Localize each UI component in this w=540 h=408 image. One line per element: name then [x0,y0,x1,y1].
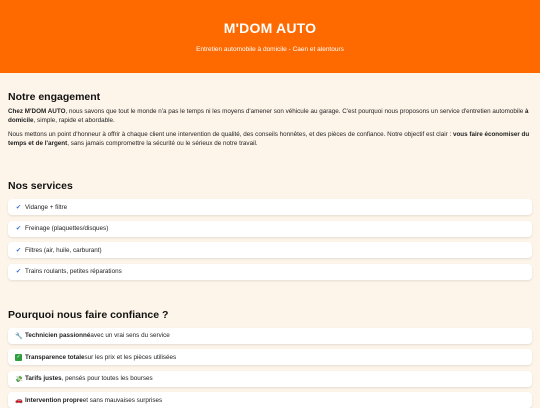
engagement-section [0,91,540,148]
wrench-icon: 🔧 [15,332,22,340]
trust-heading: Pourquoi nous faire confiance ? [8,309,532,321]
trust-item [8,328,532,344]
trust-item [8,392,532,408]
trust-emphasis: Intervention propre [25,397,83,404]
trust-emphasis: Transparence totale [25,354,85,361]
trust-emphasis: Technicien passionné [25,332,90,339]
service-item [8,221,532,237]
engagement-paragraph-1 [8,108,532,125]
site-tagline: Entretien automobile à domicile - Caen et alentours [0,46,540,53]
service-item [8,264,532,280]
engagement-text: , nous savons que tout le monde n'a pas le temps ni les moyens d'amener son véhicule au garage. C'est pourquoi nous proposons un service d'entretien automobile [65,108,525,115]
trust-section [0,309,540,408]
services-section [0,180,540,280]
site-header [0,0,540,73]
engagement-paragraph-2 [8,131,532,148]
trust-list [8,328,532,408]
check-icon: ✔ [15,247,22,254]
engagement-text: Nous mettons un point d'honneur à offrir à chaque client une intervention de qualité, des conseils honnêtes, et des pièces de confiance. Notre objectif est clair : [8,131,453,138]
services-list [8,199,532,280]
checkbox-icon: ✓ [15,354,22,361]
check-icon: ✔ [15,204,22,211]
service-label: Vidange + filtre [25,204,67,211]
trust-text: sur les prix et les pièces utilisées [85,354,177,361]
check-icon: ✔ [15,225,22,232]
engagement-emphasis: vous faire économiser du temps et de l'argent [8,131,529,147]
site-title: M'DOM AUTO [0,20,540,36]
check-icon: ✔ [15,268,22,275]
trust-item [8,349,532,365]
trust-text: et sans mauvaises surprises [83,397,162,404]
trust-text: , pensés pour toutes les bourses [62,375,153,382]
brand-name: Chez M'DOM AUTO [8,108,65,115]
services-heading: Nos services [8,180,532,192]
trust-text: avec un vrai sens du service [90,332,169,339]
engagement-heading: Notre engagement [8,91,532,103]
car-icon: 🚗 [15,396,22,404]
service-label: Freinage (plaquettes/disques) [25,225,108,232]
service-label: Filtres (air, huile, carburant) [25,247,102,254]
service-item [8,242,532,258]
trust-item [8,371,532,387]
service-item [8,199,532,215]
engagement-text: , simple, rapide et abordable. [34,117,115,124]
engagement-text: , sans jamais compromettre la sécurité ou le sérieux de notre travail. [67,140,257,147]
service-label: Trains roulants, petites réparations [25,268,122,275]
engagement-emphasis: à domicile [8,108,529,124]
money-icon: 💸 [15,375,22,383]
trust-emphasis: Tarifs justes [25,375,62,382]
